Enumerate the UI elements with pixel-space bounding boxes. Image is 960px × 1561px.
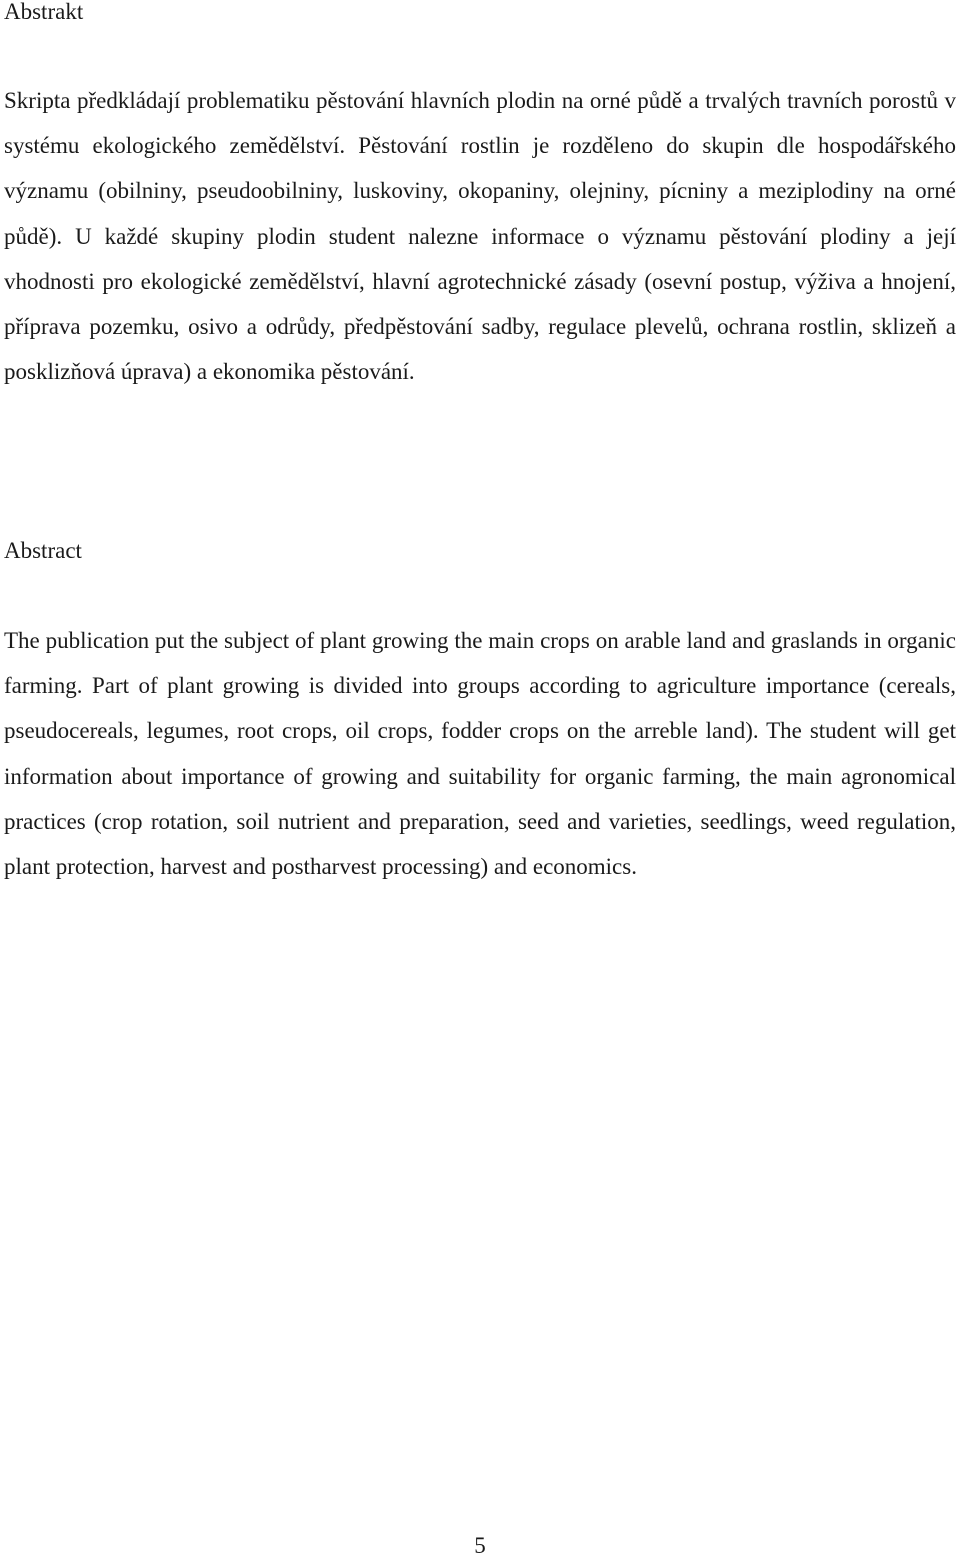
abstract-cz-body: Skripta předkládají problematiku pěstování hlavních plodin na orné půdě a trvalých travních porostů v systému ekologického zemědělství. Pěstování rostlin je rozděleno do skupin dle hospodářského významu (obilniny, pseudoobilniny, luskoviny, okopaniny, olejniny, pícniny a meziplodiny na orné půdě). U každé skupiny plodin student nalezne informace o významu pěstování plodiny a její vhodnosti pro ekologické zemědělství, hlavní agrotechnické zásady (osevní postup, výživa a hnojení, příprava pozemku, osivo a odrůdy, předpěstování sadby, regulace plevelů, ochrana rostlin, sklizeň a posklizňová úprava) a ekonomika pěstování.	[4, 88, 956, 385]
page-number: 5	[474, 1533, 486, 1558]
abstract-cz-heading: Abstrakt	[4, 0, 84, 24]
abstract-en-heading: Abstract	[4, 538, 82, 563]
abstract-en-body: The publication put the subject of plant growing the main crops on arable land and graslands in organic farming. Part of plant growing is divided into groups according to agriculture importance (cereals, pseudocereals, legumes, root crops, oil crops, fodder crops on the arreble land). The student will get information about importance of growing and suitability for organic farming, the main agronomical practices (crop rotation, soil nutrient and preparation, seed and varieties, seedlings, weed regulation, plant protection, harvest and postharvest processing) and economics.	[4, 628, 956, 880]
